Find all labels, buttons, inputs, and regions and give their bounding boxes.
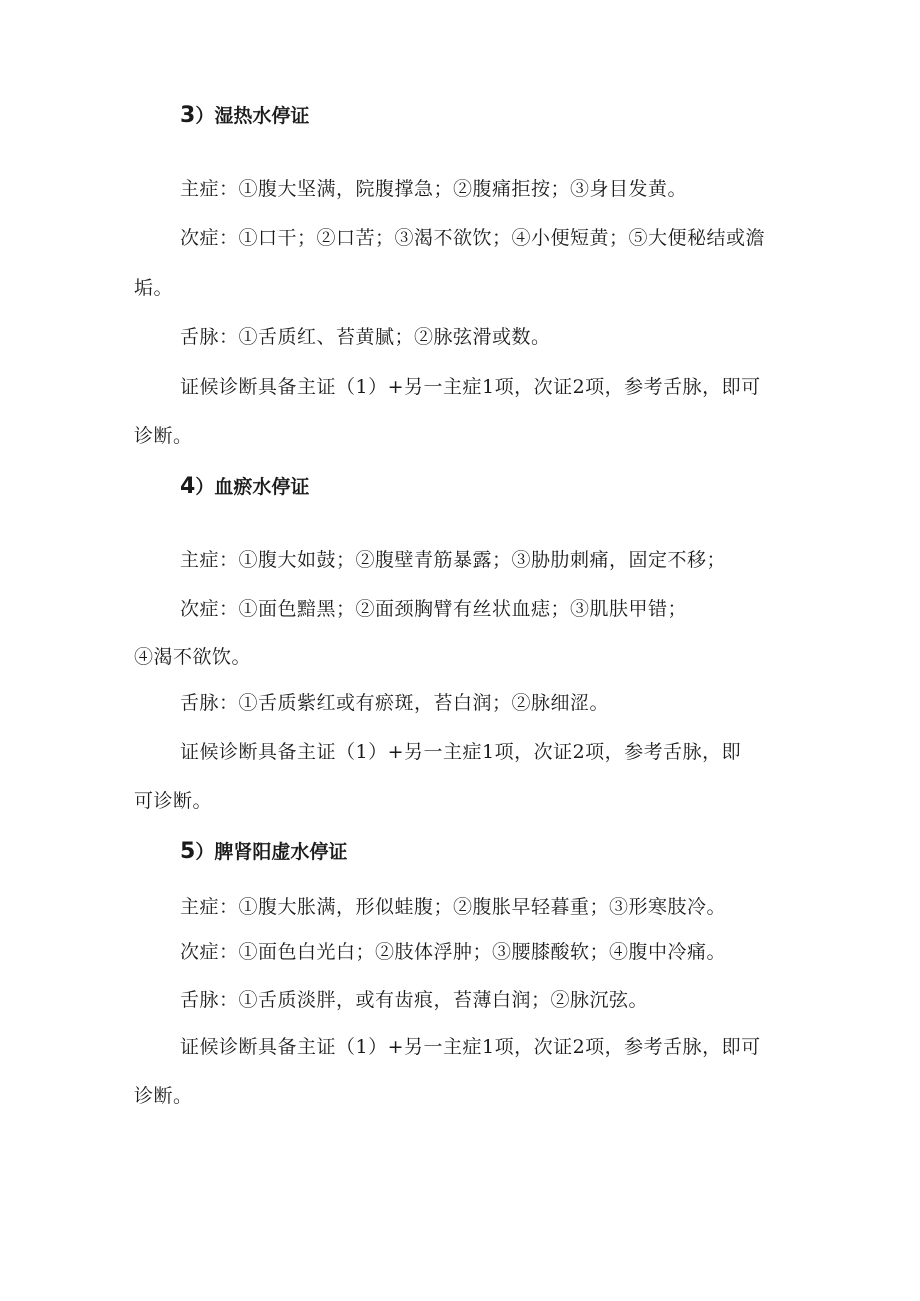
paragraph-line: 次症：①面色黯黑；②面颈胸臂有丝状血痣；③肌肤甲错； (180, 598, 688, 620)
section-heading-3 (180, 101, 309, 128)
section-number: 3 (180, 103, 196, 128)
paragraph-line: 舌脉：①舌质红、苔黄腻；②脉弦滑或数。 (180, 326, 551, 348)
section-title: ）湿热水停证 (195, 105, 310, 127)
paragraph-line: 诊断。 (134, 1085, 193, 1107)
section-heading-4 (180, 472, 309, 499)
paragraph-line: 证候诊断具备主证（1）+另一主症1项，次证2项，参考舌脉，即可 (180, 1036, 761, 1058)
paragraph-line: ④渴不欲饮。 (134, 646, 252, 668)
paragraph-line: 舌脉：①舌质紫红或有瘀斑，苔白润；②脉细涩。 (180, 692, 610, 714)
paragraph-line: 主症：①腹大胀满，形似蛙腹；②腹胀早轻暮重；③形寒肢冷。 (180, 896, 727, 918)
paragraph-line: 垢。 (134, 277, 174, 299)
paragraph-line: 可诊断。 (134, 790, 213, 812)
paragraph-line: 证候诊断具备主证（1）+另一主症1项，次证2项，参考舌脉，即 (180, 741, 742, 763)
section-heading-5 (180, 837, 347, 864)
paragraph-line: 证候诊断具备主证（1）+另一主症1项，次证2项，参考舌脉，即可 (180, 376, 761, 398)
paragraph-line: 诊断。 (134, 425, 193, 447)
section-number: 5 (180, 839, 196, 864)
paragraph-line: 次症：①口干；②口苦；③渴不欲饮；④小便短黄；⑤大便秘结或澹 (180, 227, 766, 249)
section-title: ）血瘀水停证 (195, 476, 310, 498)
paragraph-line: 主症：①腹大坚满，院腹撑急；②腹痛拒按；③身目发黄。 (180, 178, 688, 200)
section-number: 4 (180, 474, 196, 499)
paragraph-line: 主症：①腹大如鼓；②腹壁青筋暴露；③胁肋刺痛，固定不移； (180, 549, 727, 571)
paragraph-line: 次症：①面色白光白；②肢体浮肿；③腰膝酸软；④腹中冷痛。 (180, 941, 727, 963)
paragraph-line: 舌脉：①舌质淡胖，或有齿痕，苔薄白润；②脉沉弦。 (180, 989, 649, 1011)
section-title: ）脾肾阳虚水停证 (195, 841, 348, 863)
